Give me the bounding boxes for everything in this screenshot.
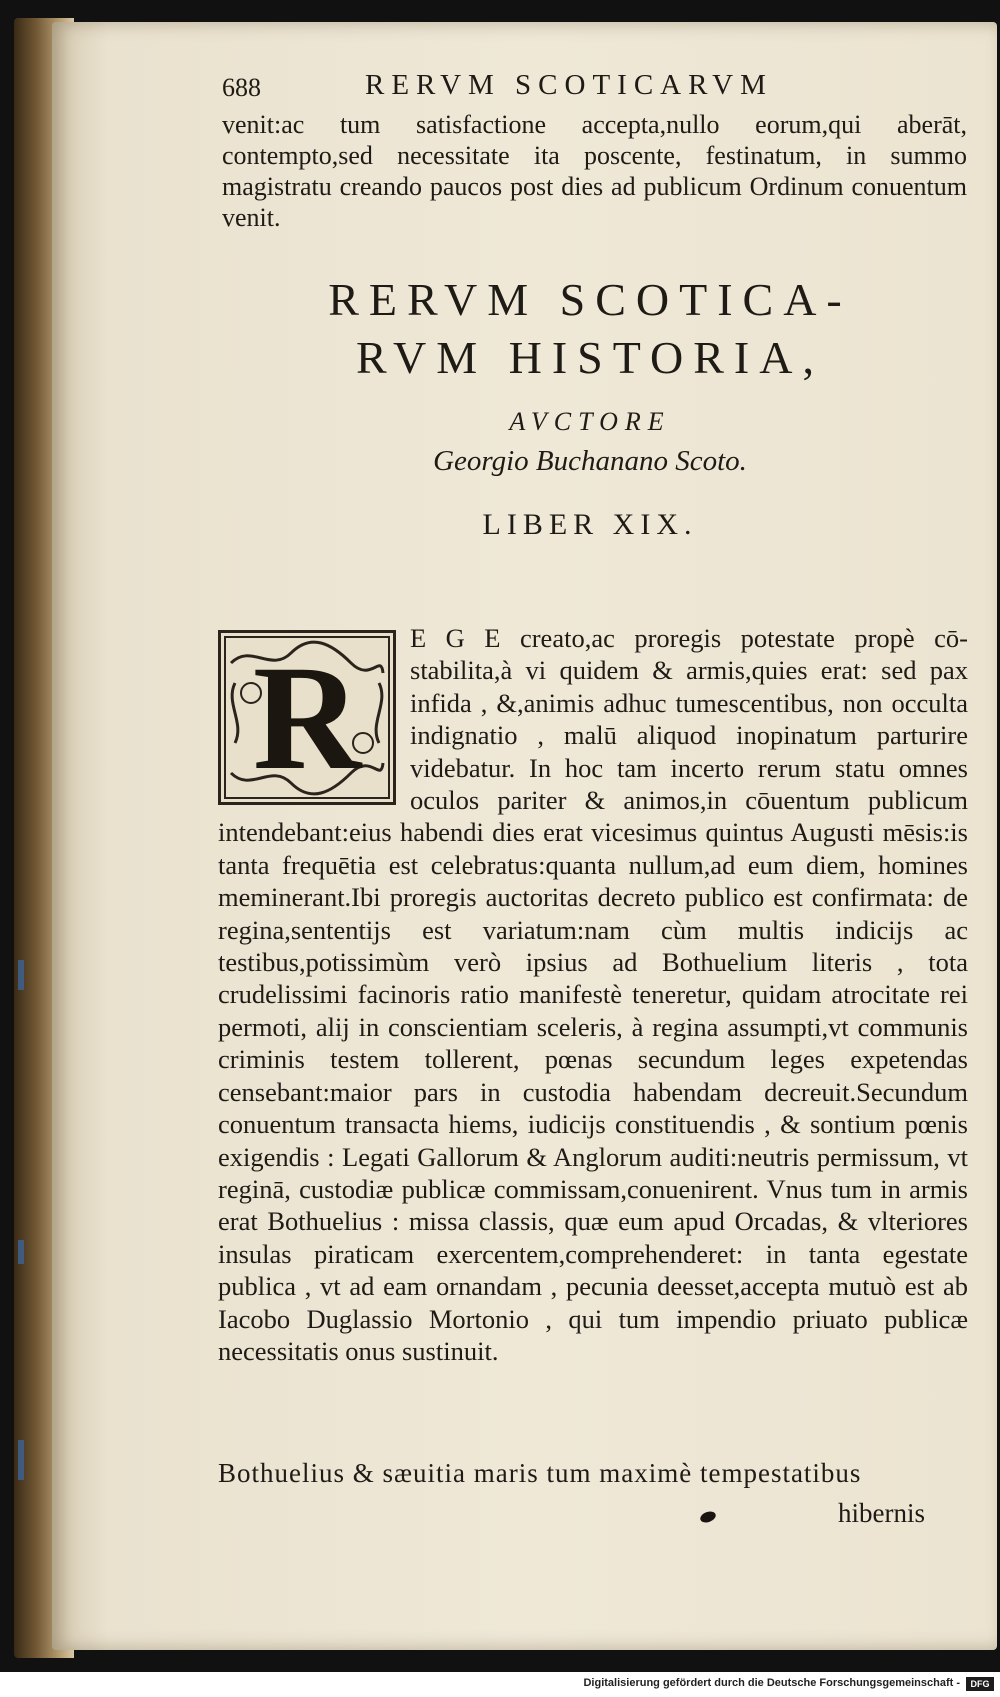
digitization-footer [0,1672,1000,1697]
edge-color-mark [18,1240,24,1264]
funding-credit: Digitalisierung gefördert durch die Deutsche Forschungsgemeinschaft - [583,1677,960,1689]
work-title-line-1: RERVM SCOTICA- [328,274,852,325]
title-block [210,271,970,542]
page-content [210,55,970,542]
initial-letter: R [252,634,362,801]
edge-color-mark [18,1440,24,1480]
work-title-line-2: RVM HISTORIA, [356,332,824,383]
main-text-block [218,622,968,1367]
ornamental-initial-icon [218,630,396,805]
author-name: Georgio Buchanano Scoto. [433,445,747,477]
edge-color-mark [18,960,24,990]
author-label: AVCTORE [509,407,671,436]
catchword: hibernis [838,1498,925,1528]
opening-paragraph: venit:ac tum satisfactione accepta,nullo eorum,qui aberāt, contempto,sed necessitate ita poscente, festinatum, in summo magistratu creando paucos post dies ad publicum Ordinum conuentum venit. [222,110,967,232]
dfg-logo-icon: DFG [966,1677,994,1691]
body-paragraph: E G E creato,ac proregis potestate propè cō-stabilita,à vi quidem & armis,quies erat: sed pax infida , &,animis adhuc tumescentibus, non occulta indignatio , malū aliquod inopinatum parturire videbatur. In hoc tam incerto rerum statu omnes oculos pariter & animos,in cōuentum publicum intendebant:eius habendi dies erat vicesimus quintus Augusti mēsis:is tanta frequētia est celebratus:quanta nullum,ad eum diem, homines meminerant.Ibi proregis auctoritas decreto publico est confirmata: de regina,sententijs est variatum:nam cùm multis indicijs ac testibus,potissimùm verò ipsius ad Bothuelium literis , tota crudelissimi facinoris ratio manifestè teneretur, quidam atrocitate rei permoti, alij in conscientiam sceleris, à regina assumpti,vt communis criminis testem tollerent, pœnas secundum leges expetendas censebant:maior pars in custodia habendam decreuit.Secundum conuentum transacta hiems, iudicijs constituendis , & sontium pœnis exigendis : Legati Gallorum & Anglorum auditi:neutris permissum, vt reginā, custodiæ publicæ commissam,conuenirent. Vnus tum in armis erat Bothuelius : missa classis, quæ eum apud Orcadas, & vlteriores insulas piraticam exercentem,comprehenderet: in tanta egestate publica , vt ad eam ornandam , pecunia deesset,accepta mutuò est ab Iacobo Duglassio Mortonio , qui tum impendio priuato publicæ necessitatis onus sustinuit. [218,623,968,1366]
last-text-line: Bothuelius & sæuitia maris tum maximè tempestatibus [218,1458,862,1488]
running-head-title: RERVM SCOTICARVM [365,69,773,101]
page-number: 688 [222,73,261,102]
running-head [210,55,970,103]
book-heading: LIBER XIX. [482,508,698,541]
